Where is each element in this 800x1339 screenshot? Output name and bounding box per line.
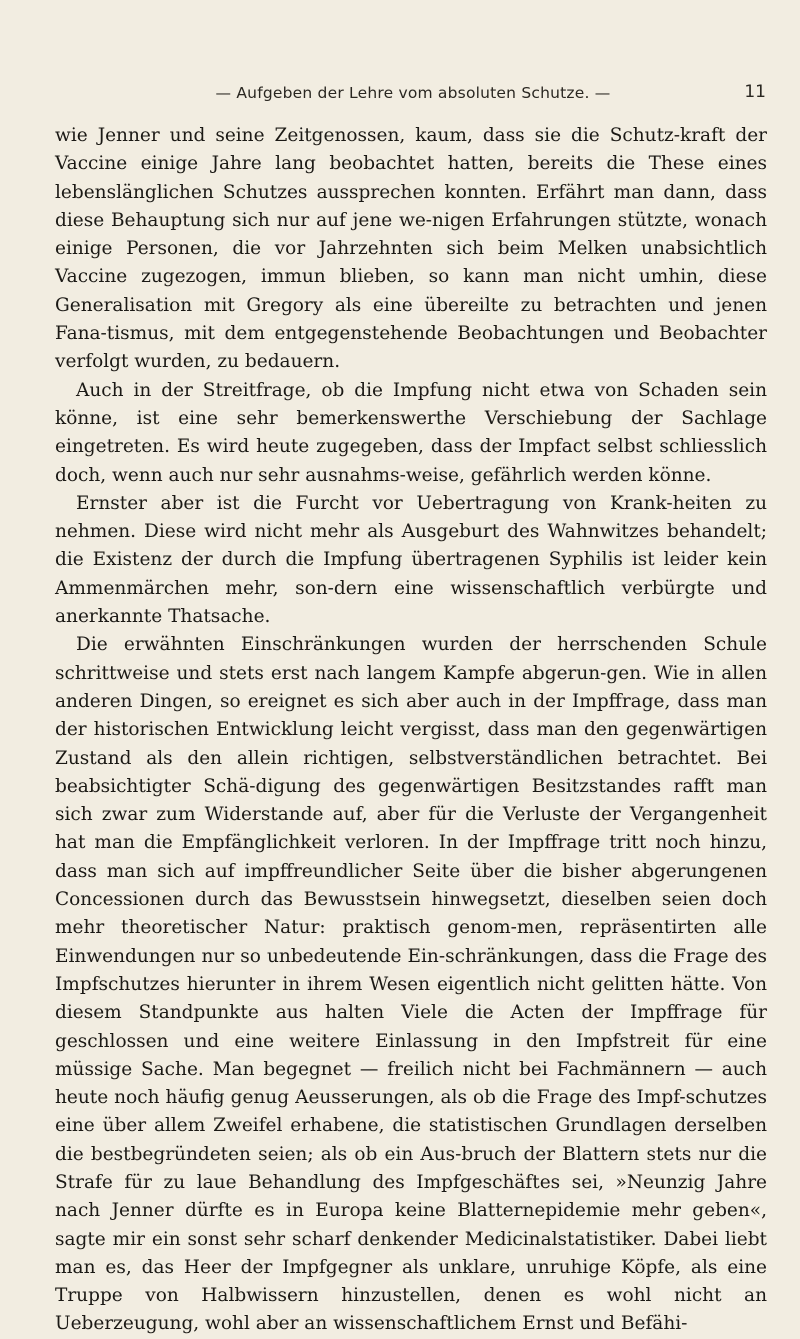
paragraph-1: wie Jenner und seine Zeitgenossen, kaum, dass sie die Schutz-kraft der Vaccine einige Jahre lang beobachtet hatten, bereits die These eines lebenslänglichen Schutzes aussprechen konnten. Erfährt man dann, dass diese Behauptung sich nur auf jene we-nigen Erfahrungen stützte, wonach einige Personen, die vor Jahrzehnten sich beim Melken unabsichtlich Vaccine zugezogen, immun blieben, so kann man nicht umhin, diese Generalisation mit Gregory als eine übereilte zu betrachten und jenen Fana-tismus, mit dem entgegenstehende Beobachtungen und Beobachter verfolgt wurden, zu bedauern. <box>55 125 767 373</box>
running-head <box>60 84 766 108</box>
page-number: 11 <box>744 82 766 102</box>
paragraph-3: Ernster aber ist die Furcht vor Uebertragung von Krank-heiten zu nehmen. Diese wird nicht mehr als Ausgeburt des Wahnwitzes behandelt; die Existenz der durch die Impfung übertragenen Syphilis ist leider kein Ammenmärchen mehr, son-dern eine wissenschaftlich verbürgte und anerkannte Thatsache. <box>55 492 767 628</box>
paragraph-4: Die erwähnten Einschränkungen wurden der herrschenden Schule schrittweise und stets erst nach langem Kampfe abgerun-gen. Wie in allen anderen Dingen, so ereignet es sich aber auch in der Impffrage, dass man der historischen Entwicklung leicht vergisst, dass man den gegenwärtigen Zustand als den allein richtigen, selbstverständlichen betrachtet. Bei beabsichtigter Schä-digung des gegenwärtigen Besitzstandes rafft man sich zwar zum Widerstande auf, aber für die Verluste der Vergangenheit hat man die Empfänglichkeit verloren. In der Impffrage tritt noch hinzu, dass man sich auf impffreundlicher Seite über die bisher abgerungenen Concessionen durch das Bewusstsein hinwegsetzt, dieselben seien doch mehr theoretischer Natur: praktisch genom-men, repräsentirten alle Einwendungen nur so unbedeutende Ein-schränkungen, dass die Frage des Impfschutzes hierunter in ihrem Wesen eigentlich nicht gelitten hätte. Von diesem Standpunkte aus halten Viele die Acten der Impffrage für geschlossen und eine weitere Einlassung in den Impfstreit für eine müssige Sache. Man begegnet — freilich nicht bei Fachmännern — auch heute noch häufig genug Aeusserungen, als ob die Frage des Impf-schutzes eine über allem Zweifel erhabene, die statistischen Grundlagen derselben die bestbegründeten seien; als ob ein Aus-bruch der Blattern stets nur die Strafe für zu laue Behandlung des Impfgeschäftes sei, »Neunzig Jahre nach Jenner dürfte es in Europa keine Blatternepidemie mehr geben«, sagte mir ein sonst sehr scharf denkender Medicinalstatistiker. Dabei liebt man es, das Heer der Impfgegner als unklare, unruhige Köpfe, als eine Truppe von Halbwissern hinzustellen, denen es wohl nicht an Ueberzeugung, wohl aber an wissenschaftlichem Ernst und Befähi- <box>55 634 767 1335</box>
body-text <box>55 122 767 1339</box>
paragraph-2: Auch in der Streitfrage, ob die Impfung nicht etwa von Schaden sein könne, ist eine sehr bemerkenswerthe Verschiebung der Sachlage eingetreten. Es wird heute zugegeben, dass der Impfact selbst schliesslich doch, wenn auch nur sehr ausnahms-weise, gefährlich werden könne. <box>55 379 767 486</box>
running-title: — Aufgeben der Lehre vom absoluten Schutze. — <box>215 84 611 102</box>
